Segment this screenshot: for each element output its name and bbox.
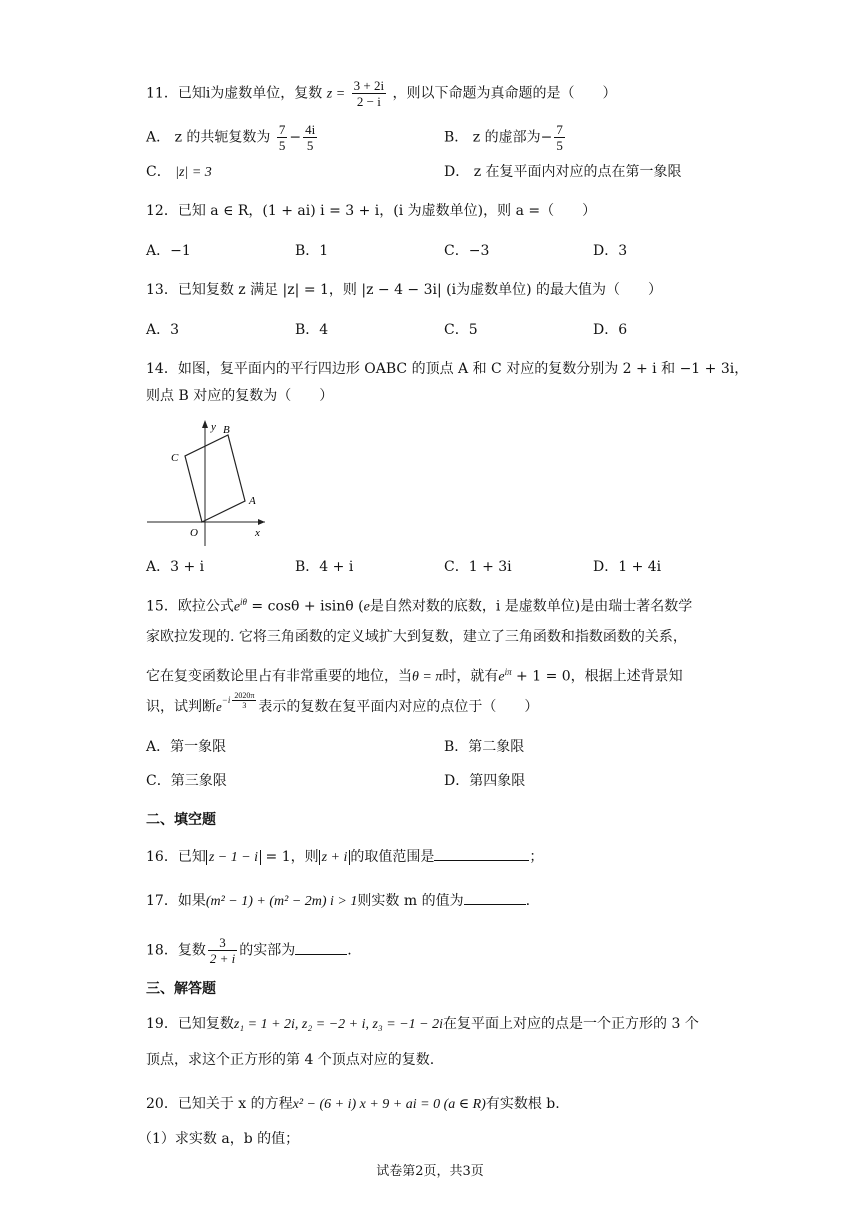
- q20-text: 已知关于 x 的方程: [177, 1096, 293, 1112]
- q11-stem: [146, 78, 617, 109]
- question-number: 17．: [146, 893, 178, 909]
- q20-post: 有实数根 b.: [485, 1096, 560, 1112]
- q11-fraction: [352, 78, 386, 109]
- q12-text: 已知 a ∈ R，(1 + ai) i = 3 + i，(i 为虚数单位)，则 a =（ ）: [177, 203, 597, 219]
- q15-text5: + 1 = 0，根据上述背景知: [511, 668, 683, 685]
- label-y: y: [211, 421, 216, 433]
- q15-text4: 时，就有: [442, 668, 499, 685]
- q15-e3: e: [498, 669, 505, 685]
- question-number: 15．: [146, 598, 178, 615]
- frac: [303, 122, 317, 153]
- option-label: A．: [146, 129, 171, 146]
- q13-option-c: C．5: [444, 322, 478, 338]
- q17-end: .: [525, 893, 531, 909]
- frac-num: 4i: [305, 122, 316, 137]
- q12-option-a: A．−1: [146, 243, 191, 259]
- q15-option-d: D．第四象限: [444, 773, 526, 789]
- frac-den: 3: [242, 701, 247, 710]
- q13-option-a: A．3: [146, 322, 180, 338]
- q20-expr: x² − (6 + i) x + 9 + ai = 0 (a ∈ R): [292, 1097, 486, 1112]
- q15-exp-pre: −i: [221, 695, 231, 705]
- q16-abs2: z + i: [319, 850, 351, 865]
- q14-option-a: A．3 + i: [146, 559, 205, 575]
- q14-option-b: B．4 + i: [295, 559, 354, 575]
- q19-post: 在复平面上对应的点是一个正方形的 3 个: [443, 1016, 699, 1032]
- q15-line3: [146, 662, 683, 688]
- q19-expr: z₁ = 1 + 2i, z₂ = −2 + i, z₃ = −1 − 2i: [233, 1017, 444, 1032]
- q15-e: e: [233, 599, 241, 615]
- q14-text: 如图，复平面内的平行四边形 OABC 的顶点 A 和 C 对应的复数分别为 2 + i 和 −1 + 3i，: [177, 361, 749, 377]
- label-o: O: [190, 527, 198, 539]
- q14-option-d: D．1 + 4i: [593, 559, 662, 575]
- q12-option-d: D．3: [593, 243, 628, 259]
- q11-z: z =: [326, 86, 346, 102]
- q19-line2: 顶点，求这个正方形的第 4 个顶点对应的复数.: [146, 1052, 435, 1068]
- section-solution: 三、解答题: [146, 981, 216, 997]
- q14-option-c: C．1 + 3i: [444, 559, 512, 575]
- q14-stem-line2: 则点 B 对应的复数为（ ）: [146, 388, 334, 404]
- label-a: A: [249, 495, 256, 507]
- minus: −: [540, 129, 553, 146]
- q19-line1: [146, 1014, 699, 1035]
- q18-text: 复数: [177, 942, 206, 959]
- question-number: 13．: [146, 282, 178, 298]
- option-text: |z| = 3: [175, 165, 212, 180]
- q16-abs1: z − 1 − i: [206, 850, 261, 865]
- q20-subquestion-1: （1）求实数 a，b 的值；: [138, 1131, 300, 1147]
- q16-mid: = 1，则: [261, 849, 319, 865]
- q15-formula: = cosθ + isinθ (: [246, 598, 364, 615]
- frac-num: 3: [208, 935, 237, 951]
- q15-line2: 家欧拉发现的. 它将三角函数的定义域扩大到复数，建立了三角函数和指数函数的关系，: [146, 629, 687, 645]
- option-label: D．: [444, 164, 470, 180]
- frac-den: 5: [278, 138, 286, 153]
- q18-frac: [208, 935, 237, 966]
- q15-line1: [146, 592, 692, 618]
- q16-post: 的取值范围是: [350, 849, 435, 865]
- question-number: 11．: [146, 85, 178, 102]
- frac-den: 2 + i: [209, 951, 236, 966]
- frac: [277, 122, 288, 153]
- q15-sup2: iπ: [504, 667, 512, 677]
- q20-stem: [146, 1094, 560, 1115]
- question-number: 12．: [146, 203, 178, 219]
- question-number: 20．: [146, 1096, 178, 1112]
- q11-option-d: [444, 162, 682, 182]
- q13-text: 已知复数 z 满足 |z| = 1，则 |z − 4 − 3i| (i为虚数单位) 的最大值为（ ）: [177, 282, 663, 298]
- minus: −: [289, 129, 302, 146]
- q16-end: ；: [529, 849, 544, 865]
- option-label: C．: [146, 164, 171, 180]
- q15-exp-frac: [232, 691, 256, 710]
- q15-option-a: A．第一象限: [146, 739, 227, 755]
- q12-stem: [146, 201, 596, 221]
- q11-frac-num: 3 + 2i: [353, 78, 385, 93]
- q15-text: 欧拉公式: [177, 598, 234, 615]
- q11-option-c: [146, 162, 212, 183]
- label-x: x: [255, 527, 260, 539]
- q12-option-c: C．−3: [444, 243, 490, 259]
- label-c: C: [171, 452, 179, 464]
- q15-exponent: [221, 691, 259, 710]
- question-number: 16．: [146, 849, 178, 865]
- question-number: 18．: [146, 942, 178, 959]
- option-text: z 在复平面内对应的点在第一象限: [473, 164, 682, 180]
- q15-theta: θ = π: [412, 669, 443, 685]
- q19-text: 已知复数: [177, 1016, 234, 1032]
- q16-text: 已知: [177, 849, 206, 865]
- q11-stem-post: ，则以下命题为真命题的是（ ）: [392, 85, 617, 102]
- q15-option-b: B．第二象限: [444, 739, 525, 755]
- q17-stem: [146, 890, 530, 912]
- option-text: z 的虚部为: [472, 129, 541, 146]
- q18-end: .: [347, 942, 352, 959]
- q13-option-b: B．4: [295, 322, 329, 338]
- page-footer: 试卷第2页，共3页: [376, 1164, 484, 1179]
- q15-text6: 识，试判断: [146, 699, 216, 715]
- q13-option-d: D．6: [593, 322, 628, 338]
- q11-option-b: [444, 122, 567, 153]
- q18-stem: [146, 935, 352, 966]
- frac-num: 7: [556, 122, 563, 137]
- parallelogram-figure: [145, 418, 270, 548]
- q15-option-c: C．第三象限: [146, 773, 227, 789]
- q15-text3: 它在复变函数论里占有非常重要的地位，当: [146, 668, 412, 685]
- frac: [554, 122, 565, 153]
- q15-e4: e: [216, 699, 222, 714]
- x-axis-arrow: [258, 519, 265, 525]
- question-number: 14．: [146, 361, 178, 377]
- section-fill-in-blank: 二、填空题: [146, 812, 216, 828]
- parallelogram-oabc: [185, 435, 245, 522]
- q15-e2: e: [363, 599, 370, 615]
- q11-option-a: [146, 122, 319, 153]
- option-text: z 的共轭复数为: [174, 129, 271, 146]
- q16-stem: [146, 846, 543, 868]
- q15-sup: iθ: [240, 597, 247, 607]
- question-number: 19．: [146, 1016, 178, 1032]
- label-b: B: [223, 424, 230, 436]
- q14-stem-line1: [146, 359, 748, 379]
- q12-option-b: B．1: [295, 243, 329, 259]
- q17-expr: (m² − 1) + (m² − 2m) i > 1: [205, 894, 358, 909]
- frac-num: 2020π: [234, 691, 255, 700]
- q13-stem: [146, 280, 662, 300]
- q18-post: 的实部为: [239, 942, 296, 959]
- q11-frac-den: 2 − i: [356, 94, 381, 109]
- answer-blank[interactable]: [434, 846, 529, 861]
- option-label: B．: [444, 129, 469, 146]
- answer-blank[interactable]: [295, 940, 347, 955]
- frac-den: 5: [556, 138, 563, 153]
- q15-text7: 表示的复数在复平面内对应的点位于（ ）: [258, 699, 539, 715]
- frac-num: 7: [278, 122, 286, 137]
- answer-blank[interactable]: [464, 890, 526, 905]
- y-axis-arrow: [202, 420, 208, 428]
- q17-post: 则实数 m 的值为: [357, 893, 464, 909]
- q11-stem-text: 已知i为虚数单位，复数: [177, 85, 323, 102]
- q17-text: 如果: [177, 893, 206, 909]
- q15-text2: 是自然对数的底数，i 是虚数单位)是由瑞士著名数学: [369, 598, 693, 615]
- frac-den: 5: [306, 138, 314, 153]
